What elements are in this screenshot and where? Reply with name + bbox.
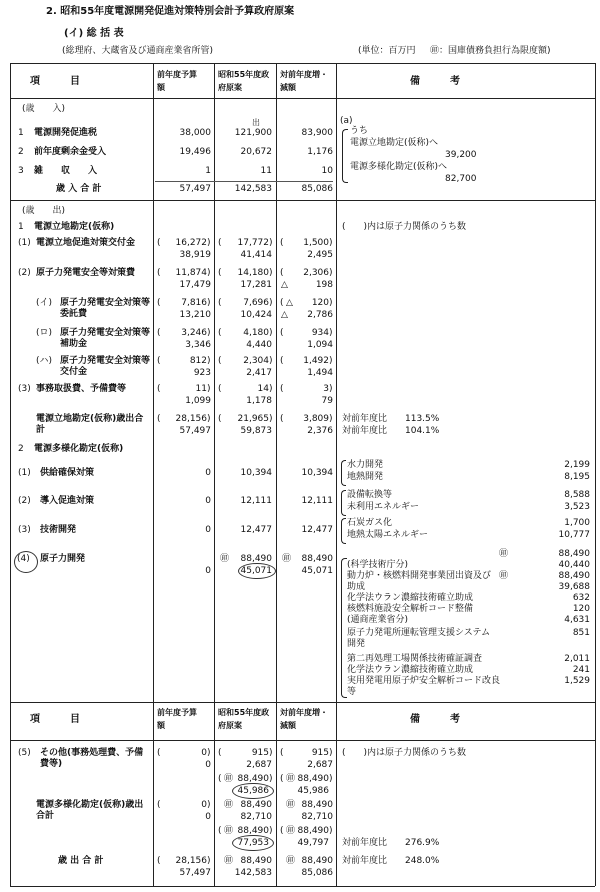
note-label: 動力炉・核燃料開発事業団出資及び: [347, 571, 492, 581]
current-value: 4,440: [246, 340, 272, 350]
revenue-note: うち: [350, 126, 369, 136]
note-value: 2,199: [564, 460, 590, 470]
diff-value: 2,687: [307, 760, 333, 770]
diff-value: 1,094: [307, 340, 333, 350]
current-value: 10,394: [240, 468, 272, 478]
current-paren: 915: [251, 748, 269, 758]
prev-value: 13,210: [179, 310, 211, 320]
row-num: (3): [18, 525, 31, 535]
col-header-note: 備 考: [410, 76, 460, 87]
row-num: (2): [18, 496, 31, 506]
row-name: 供給確保対策: [40, 468, 95, 478]
revenue-note: 82,700: [445, 174, 477, 184]
note-brace: [341, 490, 346, 516]
prev-value: 57,497: [179, 426, 211, 436]
revenue-current: 121,900: [234, 128, 272, 138]
current-value: 2,417: [246, 368, 272, 378]
diff-paren: 45,986: [297, 786, 329, 796]
handwritten-circle: [238, 563, 276, 579]
note-value: 120: [572, 604, 590, 614]
current-marker: 出: [252, 118, 260, 127]
account-name: 電源立地勘定(仮称): [34, 222, 115, 232]
row-num: (4): [17, 554, 30, 564]
debt-mark: ㊞: [286, 826, 296, 836]
diff-value: 198: [315, 280, 333, 290]
note-label: 化学法ウラン濃縮技術確立助成: [347, 593, 474, 603]
current-value: 2,687: [246, 760, 272, 770]
account-note: ( )内は原子力関係のうち数: [342, 748, 467, 758]
current-paren: 7,696: [243, 298, 269, 308]
prev-value: 38,919: [179, 250, 211, 260]
note-label: 設備転換等: [347, 490, 393, 500]
diff-paren: 1,492: [303, 356, 329, 366]
prev-value: 0: [205, 760, 211, 770]
row-num: (3): [18, 384, 31, 394]
col-header-note: 備 考: [410, 714, 460, 725]
current-value: 17,281: [240, 280, 272, 290]
note-label: 実用発電用原子炉安全解析コード改良等: [347, 676, 501, 697]
account-num: 2: [18, 444, 24, 454]
prev-paren: 3,246: [181, 328, 207, 338]
prev-value: 0: [205, 468, 211, 478]
diff-paren: 934: [311, 328, 329, 338]
prev-value: 57,497: [179, 868, 211, 878]
revenue-diff: 1,176: [307, 147, 333, 157]
current-paren: 17,772: [237, 238, 269, 248]
col-header-item: 項 目: [30, 714, 80, 725]
debt-mark: ㊞: [220, 554, 230, 564]
prev-value: 17,479: [179, 280, 211, 290]
prev-value: 1,099: [185, 396, 211, 406]
current-paren: 4,180: [243, 328, 269, 338]
diff-value: 79: [321, 396, 333, 406]
note-label: 核燃料施設安全解析コード整備: [347, 604, 474, 614]
prev-value: 3,346: [185, 340, 211, 350]
current-value: 82,710: [240, 812, 272, 822]
revenue-note: (a): [340, 116, 353, 126]
revenue-name: 雑 収 入: [34, 166, 98, 176]
debt-mark: ㊞: [499, 571, 509, 581]
current-value: 142,583: [234, 868, 272, 878]
minus-mark: △: [281, 280, 288, 290]
page-subtitle: (イ) 総 括 表: [64, 28, 124, 39]
prev-paren: 7,816: [181, 298, 207, 308]
diff-value: 1,494: [307, 368, 333, 378]
prev-paren: 0: [201, 748, 207, 758]
diff-value: 12,477: [301, 525, 333, 535]
current-value: 12,111: [240, 496, 272, 506]
total-name: 歳 出 合 計: [58, 856, 104, 866]
row-num: (1): [18, 468, 31, 478]
col-header-current: 昭和55年度政府原案: [218, 708, 270, 730]
row-num: (イ): [36, 298, 53, 308]
note-value: 1,529: [564, 676, 590, 686]
note-brace: [341, 518, 346, 544]
debt-mark: ㊞: [282, 554, 292, 564]
debt-mark: ㊞: [224, 856, 234, 866]
note-label: (通商産業省分): [347, 615, 409, 625]
prev-paren: 11,874: [175, 268, 207, 278]
prev-value: 923: [193, 368, 211, 378]
expenditure-section: (歳 出): [22, 206, 66, 216]
note-label: (科学技術庁分): [347, 560, 409, 570]
row-num: (1): [18, 238, 31, 248]
debt-mark: ㊞: [224, 800, 234, 810]
prev-value: 0: [205, 566, 211, 576]
revenue-num: 2: [18, 147, 24, 157]
current-value: 45,071: [240, 566, 272, 576]
debt-mark: ㊞: [286, 856, 296, 866]
prev-value: 0: [205, 812, 211, 822]
ratio-note: 対前年度比 104.1%: [342, 426, 440, 436]
current-paren: 2,304: [243, 356, 269, 366]
debt-mark: ㊞: [286, 774, 296, 784]
ratio-note: 対前年度比 113.5%: [342, 414, 440, 424]
debt-mark: ㊞: [499, 549, 509, 559]
diff-paren: 120: [311, 298, 329, 308]
row-num: (ハ): [36, 356, 53, 366]
debt-mark: ㊞: [224, 826, 234, 836]
diff-value: 10,394: [301, 468, 333, 478]
diff-debt: 88,490: [301, 856, 333, 866]
diff-paren: 915: [311, 748, 329, 758]
current-value: 59,873: [240, 426, 272, 436]
note-value: 8,588: [564, 490, 590, 500]
prev-paren: 28,156: [175, 414, 207, 424]
note-label: 地熱開発: [347, 472, 384, 482]
page-title: 2. 昭和55年度電源開発促進対策特別会計予算政府原案: [46, 6, 295, 17]
ratio-note: 対前年度比 248.0%: [342, 856, 440, 866]
revenue-name: 前年度剰余金受入: [34, 147, 107, 157]
note-label: 助成: [347, 582, 366, 592]
revenue-total-diff: 85,086: [301, 184, 333, 194]
revenue-num: 1: [18, 128, 24, 138]
unit-note: ㊞：国庫債務負担行為限度額): [430, 46, 551, 56]
row-name: その他(事務処理費、予備費等): [40, 748, 144, 769]
note-value: 4,631: [564, 615, 590, 625]
current-debt-paren: 88,490: [237, 826, 269, 836]
current-debt-paren: 88,490: [237, 774, 269, 784]
note-value: 8,195: [564, 472, 590, 482]
prev-value: 0: [205, 496, 211, 506]
note-value: 632: [572, 593, 590, 603]
note-value: 40,440: [558, 560, 590, 570]
diff-debt-paren: 88,490: [297, 826, 329, 836]
revenue-note: 電源多様化勘定(仮称)へ: [350, 162, 448, 172]
note-value: 851: [572, 628, 590, 638]
diff-paren: 2,306: [303, 268, 329, 278]
col-header-current: 昭和55年度政府原案: [218, 70, 270, 92]
col-header-diff: 対前年度増・減額: [280, 70, 328, 92]
revenue-note: 電源立地勘定(仮称)へ: [350, 138, 439, 148]
note-value: 2,011: [564, 654, 590, 664]
current-value: 41,414: [240, 250, 272, 260]
current-paren: 14: [257, 384, 269, 394]
row-name: 原子力発電安全対策等委託費: [60, 298, 151, 319]
note-label: 水力開発: [347, 460, 384, 470]
note-value: 88,490: [558, 549, 590, 559]
col-header-item: 項 目: [30, 76, 80, 87]
prev-paren: 28,156: [175, 856, 207, 866]
diff-value: 45,071: [301, 566, 333, 576]
row-name: 原子力開発: [40, 554, 86, 564]
subtotal-name: 電源多様化勘定(仮称)歳出合計: [36, 800, 144, 821]
prev-paren: 16,272: [175, 238, 207, 248]
subtotal-name: 電源立地勘定(仮称)歳出合計: [36, 414, 144, 435]
minus-mark: △: [281, 310, 288, 320]
account-note: ( )内は原子力関係のうち数: [342, 222, 467, 232]
row-name: 原子力発電安全対策等補助金: [60, 328, 151, 349]
revenue-total-current: 142,583: [234, 184, 272, 194]
diff-value: 2,376: [307, 426, 333, 436]
row-name: 電源立地促進対策交付金: [36, 238, 136, 248]
handwritten-circle: [232, 783, 274, 799]
revenue-prev: 19,496: [179, 147, 211, 157]
revenue-total-prev: 57,497: [179, 184, 211, 194]
row-name: 事務取扱費、予備費等: [36, 384, 127, 394]
note-value: 88,490: [558, 571, 590, 581]
note-value: 3,523: [564, 502, 590, 512]
current-debt: 88,490: [240, 554, 272, 564]
diff-paren: 3: [323, 384, 329, 394]
current-debt: 88,490: [240, 800, 272, 810]
revenue-total-label: 歳 入 合 計: [56, 184, 102, 194]
revenue-prev: 38,000: [179, 128, 211, 138]
debt-mark: ㊞: [286, 800, 296, 810]
diff-value: 12,111: [301, 496, 333, 506]
revenue-num: 3: [18, 166, 24, 176]
col-header-prev: 前年度予算 額: [157, 70, 205, 92]
note-brace: [342, 129, 348, 183]
col-header-diff: 対前年度増・減額: [280, 708, 328, 730]
prev-paren: 812: [189, 356, 207, 366]
revenue-note: 39,200: [445, 150, 477, 160]
diff-debt: 88,490: [301, 800, 333, 810]
row-name: 技術開発: [40, 525, 77, 535]
note-value: 241: [572, 665, 590, 675]
prev-value: 0: [205, 525, 211, 535]
revenue-current: 20,672: [240, 147, 272, 157]
current-value: 10,424: [240, 310, 272, 320]
row-num: (2): [18, 268, 31, 278]
current-paren: 14,180: [237, 268, 269, 278]
note-label: 未利用エネルギー: [347, 502, 420, 512]
row-name: 原子力発電安全対策等交付金: [60, 356, 151, 377]
account-name: 電源多様化勘定(仮称): [34, 444, 124, 454]
current-paren: 77,953: [237, 838, 269, 848]
debt-mark: ㊞: [224, 774, 234, 784]
diff-value: 82,710: [301, 812, 333, 822]
row-name: 導入促進対策: [40, 496, 95, 506]
diff-debt: 88,490: [301, 554, 333, 564]
current-debt: 88,490: [240, 856, 272, 866]
unit-label: (単位：百万円: [358, 46, 416, 56]
ratio-note: 対前年度比 276.9%: [342, 838, 440, 848]
note-label: 原子力発電所運転管理支援システム開発: [347, 628, 491, 649]
note-label: 第二再処理工場関係技術確証調査: [347, 654, 483, 664]
current-paren: 21,965: [237, 414, 269, 424]
revenue-diff: 83,900: [301, 128, 333, 138]
diff-paren: 49,797: [297, 838, 329, 848]
revenue-section: (歳 入): [22, 104, 66, 114]
ministries-label: (総理府、大蔵省及び通商産業省所管): [62, 46, 214, 56]
note-label: 石炭ガス化: [347, 518, 393, 528]
col-header-prev: 前年度予算 額: [157, 708, 205, 730]
row-num: (5): [18, 748, 31, 758]
handwritten-circle: [232, 835, 274, 851]
revenue-diff: 10: [321, 166, 333, 176]
current-paren: 45,986: [237, 786, 269, 796]
account-num: 1: [18, 222, 24, 232]
minus-mark: △: [286, 298, 293, 308]
revenue-prev: 1: [205, 166, 211, 176]
diff-debt-paren: 88,490: [297, 774, 329, 784]
diff-paren: 1,500: [303, 238, 329, 248]
row-num: (ロ): [36, 328, 53, 338]
prev-paren: 11: [195, 384, 207, 394]
current-value: 12,477: [240, 525, 272, 535]
diff-paren: 3,809: [303, 414, 329, 424]
row-name: 原子力発電安全等対策費: [36, 268, 136, 278]
prev-paren: 0: [201, 800, 207, 810]
note-label: 化学法ウラン濃縮技術確立助成: [347, 665, 474, 675]
diff-value: 2,495: [307, 250, 333, 260]
diff-value: 85,086: [301, 868, 333, 878]
note-value: 1,700: [564, 518, 590, 528]
current-value: 1,178: [246, 396, 272, 406]
revenue-name: 電源開発促進税: [34, 128, 98, 138]
note-value: 10,777: [558, 530, 590, 540]
note-label: 地熱太陽エネルギー: [347, 530, 429, 540]
note-brace: [341, 460, 346, 486]
note-value: 39,688: [558, 582, 590, 592]
revenue-current: 11: [260, 166, 272, 176]
diff-value: 2,786: [307, 310, 333, 320]
